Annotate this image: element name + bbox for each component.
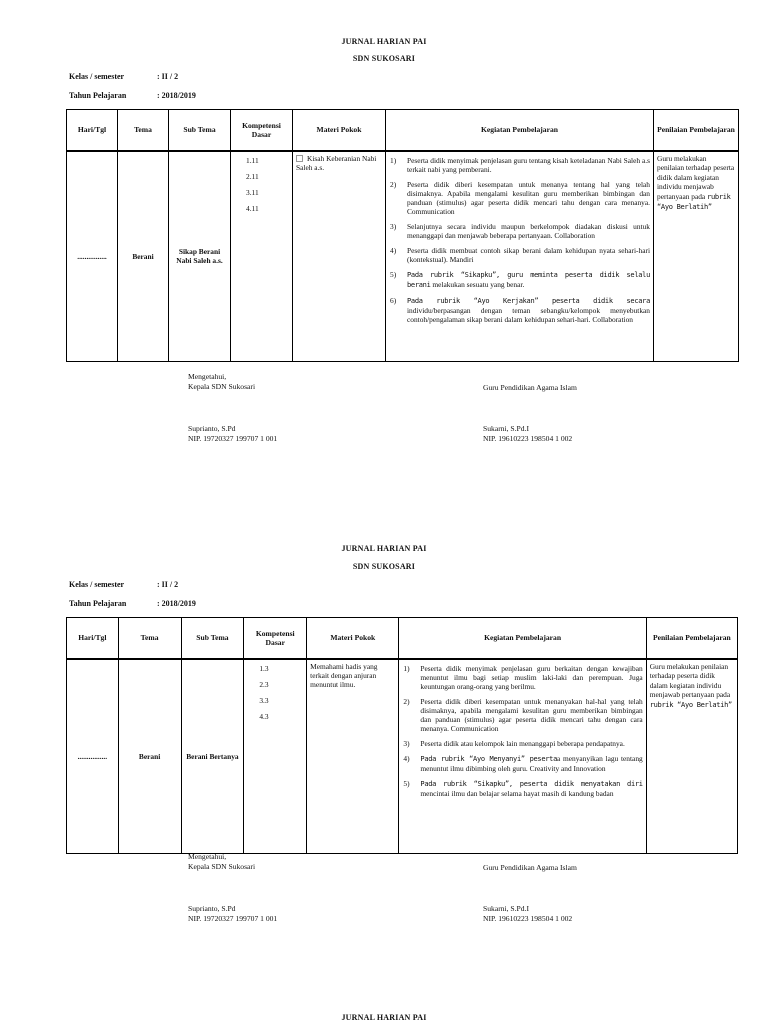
header-materi: Materi Pokok	[293, 110, 386, 151]
class-semester-value: : II / 2	[157, 72, 179, 81]
kd-item: 3.11	[246, 187, 259, 197]
school-name: SDN SUKOSARI	[352, 562, 416, 571]
kegiatan-item: 4) Peserta didik membuat contoh sikap berani dalam kehidupan nyata sehari-hari (kontekstual). Mandiri	[390, 245, 650, 264]
handwritten-text: Pada rubrik “Sikapku”, guru meminta peserta didik selalu berani	[407, 270, 650, 289]
journal-table-2	[66, 617, 738, 854]
header-subtema: Sub Tema	[181, 618, 244, 659]
hari-cell: ................	[67, 151, 118, 362]
class-semester-row: Kelas / semester : II / 2	[69, 580, 179, 589]
handwritten-text: rubrik “Ayo Berlatih”	[649, 700, 732, 709]
header-kd: Kompetensi Dasar	[244, 618, 307, 659]
kegiatan-item: 4) Pada rubrik “Ayo Menyanyi” pesertaa menyanyikan lagu tentang menuntut ilmu dibimbing oleh guru. Creativity and Innovation	[403, 753, 643, 773]
header-subtema: Sub Tema	[169, 110, 231, 151]
class-semester-label: Kelas / semester	[69, 72, 125, 81]
kd-item: 4.11	[246, 203, 259, 213]
signature-right-title-1: Guru Pendidikan Agama Islam	[483, 383, 577, 392]
academic-year-value: : 2018/2019	[157, 91, 196, 100]
academic-year-row	[69, 91, 196, 100]
header-hari: Hari/Tgl	[67, 618, 119, 659]
header-penilaian: Penilaian Pembelajaran	[654, 110, 739, 151]
handwritten-text: Pada rubrik “Ayo Menyanyi” peserta	[420, 754, 557, 763]
handwritten-text: Pada rubrik “Sikapku”, peserta didik menyatakan diri	[420, 779, 643, 788]
kegiatan-item: 3) Selanjutnya secara individu maupun berkelompok diadakan diskusi untuk menanggapi dan menjawab beberapa pertanyaan. Collaboration	[390, 221, 650, 240]
kd-item: 1.11	[246, 155, 259, 165]
kd-item: 2.11	[246, 171, 259, 181]
kegiatan-item: 6) Pada rubrik “Ayo Kerjakan” peserta didik secara individu/berpasangan dengan teman sebangku/kelompok menyebutkan contoh/pengalaman sikap berani dalam kehidupan sehari-hari. Collaboration	[390, 295, 650, 324]
journal-title: JURNAL HARIAN PAI	[341, 1013, 427, 1022]
subtema-cell: Berani Bertanya	[181, 659, 244, 854]
handwritten-text: rubrik “Ayo Berlatih”	[657, 192, 731, 211]
kegiatan-item: 1) Peserta didik menyimak penjelasan guru tentang kisah keteladanan Nabi Saleh a.s terkait nabi yang pemberani.	[390, 155, 650, 174]
tema-cell: Berani	[118, 151, 169, 362]
header-tema: Tema	[118, 110, 169, 151]
kegiatan-item: 5) Pada rubrik “Sikapku”, peserta didik menyatakan diri mencintai ilmu dan belajar selama hayat masih di kandung badan	[403, 778, 643, 798]
kegiatan-item: 2) Peserta didik diberi kesempatan untuk menanya tentang hal yang telah disimaknya. Apabila mengalami kesulitan guru memberikan bimbingan dan panduan (stimulus) agar peserta didik mencari tahu dengan cara menanya. Communication	[390, 179, 650, 216]
signature-right-title-2: Guru Pendidikan Agama Islam	[483, 863, 577, 872]
academic-year-label: Tahun Pelajaran	[69, 91, 127, 100]
kegiatan-item: 2) Peserta didik diberi kesempatan untuk menanyakan hal-hal yang telah disimaknya, apabila mengalami kesulitan guru memberikan bimbingan dan panduan (stimulus) agar peserta didik mencari tahu dengan cara menanya. Communication	[403, 696, 643, 733]
principal-name-1: Suprianto, S.Pd NIP. 19720327 199707 1 001	[188, 424, 278, 443]
kegiatan-item: 1) Peserta didik menyimak penjelasan guru berkaitan dengan kewajiban menuntut ilmu bagi setiap muslim laki-laki dan perempuan. Juga keuntungan orang-orang yang berilmu.	[403, 663, 643, 691]
signature-left-2: Mengetahui, Kepala SDN Sukosari	[188, 852, 256, 871]
penilaian-cell: Guru melakukan penilaian terhadap peserta didik dalam kegiatan individu menjawab pertanyaan pada rubrik “Ayo Berlatih”	[646, 659, 737, 854]
checkbox-icon	[296, 155, 303, 162]
journal-table-1	[66, 109, 739, 362]
header-materi: Materi Pokok	[307, 618, 399, 659]
kegiatan-cell	[399, 659, 646, 854]
signature-left-1: Mengetahui, Kepala SDN Sukosari	[188, 372, 256, 391]
journal-title: JURNAL HARIAN PAI	[341, 544, 427, 553]
handwritten-text: Pada rubrik “Ayo Kerjakan” peserta didik secara	[407, 296, 650, 305]
kd-item: 2.3	[259, 679, 269, 689]
tema-cell: Berani	[118, 659, 181, 854]
penilaian-cell: Guru melakukan penilaian terhadap peserta didik dalam kegiatan individu menjawab pertanyaan pada rubrik “Ayo Berlatih”	[654, 151, 739, 362]
kd-cell	[244, 659, 307, 854]
materi-cell	[293, 151, 386, 362]
academic-year-row: Tahun Pelajaran : 2018/2019	[69, 599, 196, 608]
teacher-name-2: Sukarni, S.Pd.I NIP. 19610223 198504 1 002	[483, 904, 573, 923]
header-hari: Hari/Tgl	[67, 110, 118, 151]
kd-item: 3.3	[259, 695, 269, 705]
kegiatan-item: 3) Peserta didik atau kelompok lain menanggapi beberapa pendapatnya.	[403, 738, 625, 748]
header-penilaian: Penilaian Pembelajaran	[646, 618, 737, 659]
materi-cell: Memahami hadis yang terkait dengan anjuran menuntut ilmu.	[307, 659, 399, 854]
school-name: SDN SUKOSARI	[352, 54, 416, 63]
journal-title: JURNAL HARIAN PAI	[341, 37, 427, 46]
header-kegiatan: Kegiatan Pembelajaran	[399, 618, 646, 659]
kd-item: 4.3	[259, 711, 269, 721]
header-kd: Kompetensi Dasar	[231, 110, 293, 151]
class-semester-row	[69, 72, 178, 81]
header-tema: Tema	[118, 618, 181, 659]
subtema-cell: Sikap Berani Nabi Saleh a.s.	[169, 151, 231, 362]
teacher-name-1: Sukarni, S.Pd.I NIP. 19610223 198504 1 002	[483, 424, 573, 443]
header-kegiatan: Kegiatan Pembelajaran	[386, 110, 654, 151]
kd-item: 1.3	[259, 663, 269, 673]
materi-text: Kisah Keberanian Nabi Saleh a.s.	[296, 153, 377, 172]
hari-cell: ................	[67, 659, 119, 854]
kd-cell	[231, 151, 293, 362]
principal-name-2: Suprianto, S.Pd NIP. 19720327 199707 1 001	[188, 904, 278, 923]
kegiatan-item: 5) Pada rubrik “Sikapku”, guru meminta peserta didik selalu berani melakukan sesuatu yang benar.	[390, 269, 650, 289]
kegiatan-cell	[386, 151, 654, 362]
